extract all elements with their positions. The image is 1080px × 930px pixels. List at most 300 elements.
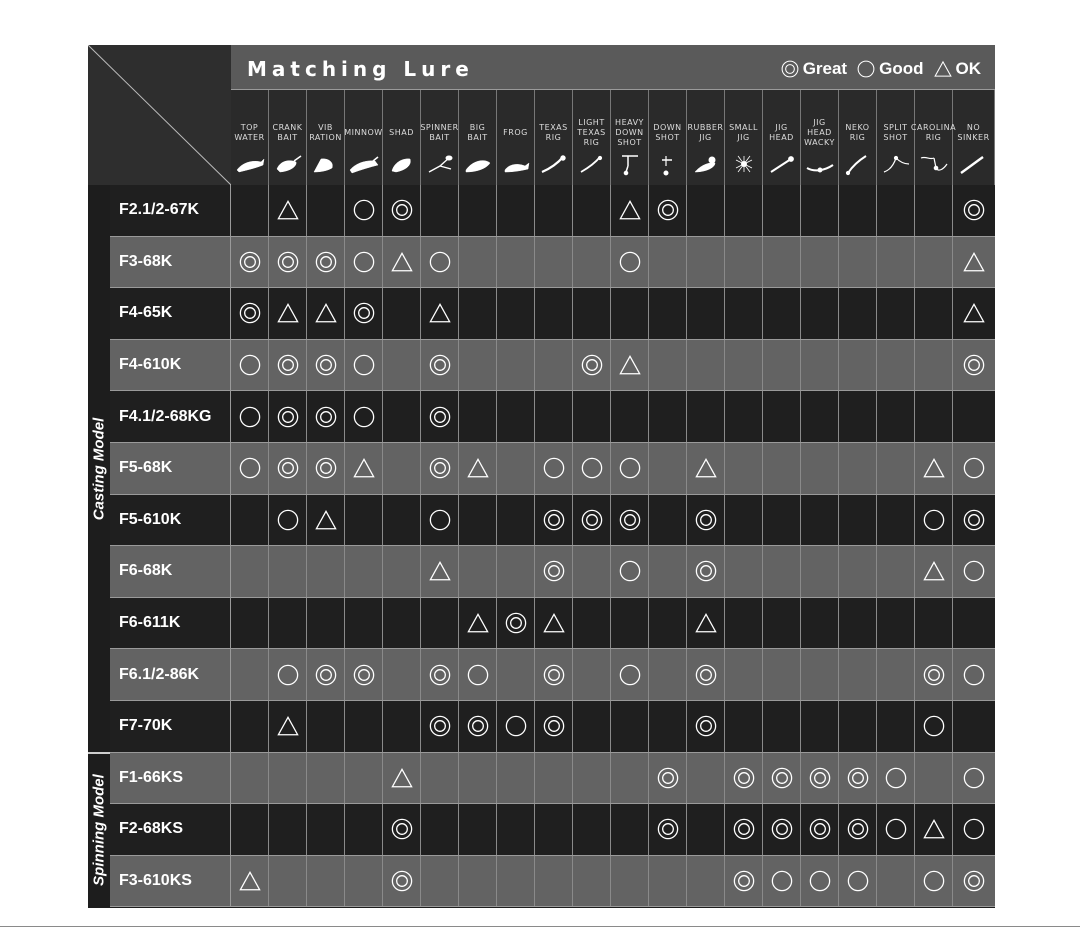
column-label-text: SMALL JIG: [729, 123, 758, 142]
legend-item-great: [781, 59, 847, 79]
rating-cell: [801, 546, 839, 597]
rating-cell: [421, 340, 459, 391]
rating-cell: [763, 701, 801, 752]
rating-cell: [649, 598, 687, 649]
great-rating-icon: [695, 664, 717, 686]
rating-cell: [307, 340, 345, 391]
rating-cell: [877, 391, 915, 442]
rating-cell: [687, 391, 725, 442]
rating-cell: [269, 856, 307, 907]
rating-cell: [535, 598, 573, 649]
table-row: [110, 546, 995, 598]
good-rating-icon: [923, 870, 945, 892]
rating-cell: [877, 649, 915, 700]
rating-cell: [725, 546, 763, 597]
column-header: [953, 90, 995, 185]
ok-rating-icon: [619, 199, 641, 221]
ok-rating-icon: [695, 612, 717, 634]
rating-cell: [383, 753, 421, 804]
rating-cell: [383, 391, 421, 442]
rating-cell: [459, 701, 497, 752]
rating-cell: [383, 185, 421, 236]
column-header: [725, 90, 763, 185]
rating-cell: [649, 288, 687, 339]
good-rating-icon: [619, 664, 641, 686]
rating-cell: [231, 288, 269, 339]
rating-cell: [725, 701, 763, 752]
column-label: [649, 112, 686, 154]
rating-cell: [839, 804, 877, 855]
great-rating-icon: [657, 818, 679, 840]
legend-item-good: [857, 59, 923, 79]
rating-cell: [269, 649, 307, 700]
rating-cell: [497, 495, 535, 546]
rating-cell: [269, 546, 307, 597]
rating-cell: [345, 391, 383, 442]
rod-model-name: F5-68K: [110, 443, 231, 494]
rating-cell: [269, 340, 307, 391]
good-rating-icon: [429, 251, 451, 273]
good-rating-icon: [619, 251, 641, 273]
great-rating-icon: [277, 354, 299, 376]
rating-cell: [877, 546, 915, 597]
good-rating-icon: [239, 406, 261, 428]
column-header: [687, 90, 725, 185]
rating-cell: [459, 237, 497, 288]
good-rating-icon: [963, 818, 985, 840]
rating-cell: [307, 804, 345, 855]
rod-model-name: F6-611K: [110, 598, 231, 649]
table-row: [110, 701, 995, 753]
rating-cell: [573, 185, 611, 236]
rating-cell: [573, 340, 611, 391]
rating-cell: [763, 598, 801, 649]
rating-cell: [953, 856, 995, 907]
rating-cell: [421, 185, 459, 236]
rating-cell: [611, 495, 649, 546]
model-group-label-text: Spinning Model: [90, 774, 108, 886]
column-label: [231, 112, 268, 154]
column-label-text: NO SINKER: [957, 123, 990, 142]
model-group-label: [88, 753, 110, 908]
column-label-text: HEAVY DOWN SHOT: [615, 118, 644, 147]
rating-cell: [915, 495, 953, 546]
column-label-text: NEKO RIG: [845, 123, 870, 142]
ok-rating-icon: [543, 612, 565, 634]
rating-cell: [307, 701, 345, 752]
good-rating-icon: [239, 457, 261, 479]
rating-cell: [839, 288, 877, 339]
page-divider: [0, 926, 1080, 927]
column-header: [459, 90, 497, 185]
rating-cell: [573, 701, 611, 752]
rating-cell: [725, 340, 763, 391]
rating-cell: [763, 753, 801, 804]
rating-cell: [611, 443, 649, 494]
ok-rating-icon: [429, 302, 451, 324]
crankbait-lure-icon: [272, 152, 304, 176]
table-row: [110, 804, 995, 856]
rating-cell: [307, 598, 345, 649]
legend: [781, 59, 981, 79]
rating-cell: [687, 649, 725, 700]
rating-cell: [535, 804, 573, 855]
rating-cell: [801, 856, 839, 907]
rating-cell: [839, 237, 877, 288]
rating-cell: [231, 237, 269, 288]
rating-cell: [231, 340, 269, 391]
column-label: [459, 112, 496, 154]
great-rating-icon: [695, 560, 717, 582]
column-label: [269, 112, 306, 154]
split-shot-icon: [880, 152, 912, 176]
column-label: [725, 112, 762, 154]
rating-cell: [497, 288, 535, 339]
rating-cell: [801, 598, 839, 649]
column-label-text: TOP WATER: [234, 123, 265, 142]
rating-cell: [877, 237, 915, 288]
good-rating-icon: [963, 457, 985, 479]
rating-cell: [497, 185, 535, 236]
great-rating-icon: [429, 715, 451, 737]
rating-cell: [307, 443, 345, 494]
rating-cell: [839, 391, 877, 442]
rating-cell: [801, 237, 839, 288]
table-row: [110, 391, 995, 443]
rating-cell: [649, 443, 687, 494]
great-rating-icon: [847, 818, 869, 840]
rating-cell: [269, 701, 307, 752]
rating-cell: [649, 753, 687, 804]
rating-cell: [763, 546, 801, 597]
good-rating-icon: [467, 664, 489, 686]
rating-cell: [611, 804, 649, 855]
column-label: [345, 112, 382, 154]
rating-cell: [231, 443, 269, 494]
ok-rating-icon: [277, 199, 299, 221]
rating-cell: [383, 804, 421, 855]
ok-rating-icon: [923, 457, 945, 479]
great-rating-icon: [543, 664, 565, 686]
great-rating-icon: [353, 302, 375, 324]
rating-cell: [383, 288, 421, 339]
rating-cell: [611, 340, 649, 391]
column-label: [535, 112, 572, 154]
jig-head-wacky-icon: [804, 152, 836, 176]
rod-model-name: F5-610K: [110, 495, 231, 546]
great-rating-icon: [315, 457, 337, 479]
frog-lure-icon: [500, 152, 532, 176]
rating-cell: [345, 546, 383, 597]
rating-cell: [307, 753, 345, 804]
ok-rating-icon: [315, 302, 337, 324]
rating-cell: [459, 288, 497, 339]
rating-cell: [421, 495, 459, 546]
good-rating-icon: [923, 509, 945, 531]
rating-cell: [345, 443, 383, 494]
rating-cell: [953, 237, 995, 288]
rating-cell: [953, 804, 995, 855]
ok-rating-icon: [353, 457, 375, 479]
rating-cell: [687, 185, 725, 236]
rod-model-name: F6.1/2-86K: [110, 649, 231, 700]
rating-cell: [839, 546, 877, 597]
rating-cell: [649, 804, 687, 855]
rating-cell: [953, 495, 995, 546]
rating-cell: [763, 804, 801, 855]
rating-cell: [231, 546, 269, 597]
topwater-lure-icon: [234, 152, 266, 176]
column-header: [611, 90, 649, 185]
rating-cell: [687, 288, 725, 339]
rating-cell: [231, 804, 269, 855]
rubber-jig-icon: [690, 152, 722, 176]
rating-cell: [725, 185, 763, 236]
rating-cell: [687, 598, 725, 649]
column-header: [801, 90, 839, 185]
rating-cell: [801, 340, 839, 391]
table-row: [110, 340, 995, 392]
column-header: [763, 90, 801, 185]
legend-label: Good: [879, 59, 924, 78]
column-label-text: CRANK BAIT: [272, 123, 303, 142]
rating-cell: [763, 237, 801, 288]
rating-cell: [269, 391, 307, 442]
rating-cell: [383, 495, 421, 546]
good-rating-icon: [963, 767, 985, 789]
column-label: [383, 112, 420, 154]
great-rating-icon: [847, 767, 869, 789]
rating-cell: [421, 546, 459, 597]
small-jig-icon: [728, 152, 760, 176]
rating-cell: [915, 701, 953, 752]
rating-cell: [725, 753, 763, 804]
column-header: [231, 90, 269, 185]
good-rating-icon: [885, 767, 907, 789]
jig-head-icon: [766, 152, 798, 176]
rating-cell: [421, 856, 459, 907]
rating-cell: [915, 288, 953, 339]
title-bar: [231, 45, 995, 90]
rating-cell: [687, 701, 725, 752]
rating-cell: [231, 753, 269, 804]
rating-cell: [573, 288, 611, 339]
rating-cell: [953, 391, 995, 442]
rating-cell: [763, 856, 801, 907]
great-rating-icon: [657, 767, 679, 789]
rating-cell: [839, 753, 877, 804]
rod-model-name: F4-610K: [110, 340, 231, 391]
good-rating-icon: [619, 560, 641, 582]
rating-cell: [269, 804, 307, 855]
rating-cell: [573, 649, 611, 700]
legend-label: OK: [955, 59, 981, 78]
column-label: [573, 112, 610, 154]
rating-cell: [649, 546, 687, 597]
rating-cell: [915, 546, 953, 597]
ok-rating-icon: [467, 612, 489, 634]
rating-cell: [953, 288, 995, 339]
table-row: [110, 443, 995, 495]
great-rating-icon: [353, 664, 375, 686]
rating-cell: [459, 546, 497, 597]
rating-cell: [345, 495, 383, 546]
good-rating-icon: [771, 870, 793, 892]
rating-cell: [839, 185, 877, 236]
rating-cell: [725, 443, 763, 494]
rating-cell: [231, 185, 269, 236]
rating-cell: [497, 753, 535, 804]
lure-column-headers: [231, 90, 995, 185]
great-rating-icon: [467, 715, 489, 737]
rating-cell: [421, 237, 459, 288]
great-rating-icon: [733, 870, 755, 892]
rating-cell: [535, 856, 573, 907]
great-rating-icon: [963, 199, 985, 221]
rating-cell: [915, 649, 953, 700]
rating-cell: [421, 701, 459, 752]
table-row: [110, 185, 995, 237]
rating-cell: [649, 495, 687, 546]
rating-cell: [345, 856, 383, 907]
rod-model-name: F1-66KS: [110, 753, 231, 804]
great-rating-icon: [239, 302, 261, 324]
rating-cell: [687, 443, 725, 494]
rating-cell: [725, 856, 763, 907]
rating-cell: [763, 495, 801, 546]
rating-cell: [535, 649, 573, 700]
rating-cell: [877, 701, 915, 752]
great-rating-icon: [277, 406, 299, 428]
column-label-text: JIG HEAD WACKY: [804, 118, 835, 147]
rating-cell: [345, 288, 383, 339]
good-rating-icon: [429, 509, 451, 531]
rating-cell: [383, 546, 421, 597]
table-row: [110, 753, 995, 805]
rating-cell: [649, 856, 687, 907]
rating-cell: [269, 443, 307, 494]
table-row: [110, 495, 995, 547]
rod-model-name: F2.1/2-67K: [110, 185, 231, 236]
shad-lure-icon: [386, 152, 418, 176]
great-rating-icon: [543, 509, 565, 531]
rating-cell: [725, 804, 763, 855]
rating-cell: [383, 598, 421, 649]
rating-cell: [725, 649, 763, 700]
rating-cell: [839, 598, 877, 649]
rating-cell: [877, 288, 915, 339]
rating-cell: [497, 391, 535, 442]
column-label-text: MINNOW: [344, 128, 383, 137]
neko-rig-icon: [842, 152, 874, 176]
column-header: [383, 90, 421, 185]
rating-cell: [383, 649, 421, 700]
rating-cell: [345, 804, 383, 855]
rating-cell: [307, 391, 345, 442]
column-label-text: CAROLINA RIG: [910, 123, 957, 142]
great-rating-icon: [429, 354, 451, 376]
good-rating-icon: [353, 251, 375, 273]
rating-cell: [269, 495, 307, 546]
column-header: [307, 90, 345, 185]
rating-cell: [649, 237, 687, 288]
column-header: [573, 90, 611, 185]
rating-cell: [839, 340, 877, 391]
rating-cell: [839, 701, 877, 752]
table-row: [110, 288, 995, 340]
rating-cell: [459, 804, 497, 855]
great-rating-icon: [505, 612, 527, 634]
rating-cell: [535, 340, 573, 391]
ok-rating-icon: [429, 560, 451, 582]
rating-cell: [497, 701, 535, 752]
column-header: [535, 90, 573, 185]
ok-rating-icon: [277, 715, 299, 737]
legend-item-ok: [934, 59, 982, 79]
great-rating-icon: [963, 509, 985, 531]
no-sinker-icon: [956, 152, 988, 176]
rating-cell: [535, 701, 573, 752]
minnow-lure-icon: [348, 152, 380, 176]
good-rating-icon: [885, 818, 907, 840]
rating-cell: [915, 237, 953, 288]
great-rating-icon: [429, 406, 451, 428]
rating-cell: [611, 701, 649, 752]
ok-rating-icon: [963, 302, 985, 324]
rating-cell: [915, 598, 953, 649]
rating-cell: [231, 701, 269, 752]
good-rating-icon: [963, 664, 985, 686]
rating-cell: [421, 649, 459, 700]
rating-cell: [231, 856, 269, 907]
bigbait-lure-icon: [462, 152, 494, 176]
rating-cell: [839, 649, 877, 700]
rating-cell: [231, 495, 269, 546]
rating-cell: [497, 804, 535, 855]
carolina-rig-icon: [918, 152, 950, 176]
rating-cell: [877, 804, 915, 855]
rating-cell: [269, 598, 307, 649]
rating-cell: [953, 546, 995, 597]
rating-cell: [687, 237, 725, 288]
great-rating-icon: [771, 767, 793, 789]
rating-cell: [915, 340, 953, 391]
rating-cell: [763, 288, 801, 339]
rating-cell: [269, 237, 307, 288]
great-rating-icon: [963, 354, 985, 376]
rating-cell: [307, 649, 345, 700]
great-rating-icon: [277, 457, 299, 479]
rating-cell: [497, 340, 535, 391]
column-label: [877, 112, 914, 154]
good-rating-icon: [847, 870, 869, 892]
rating-cell: [953, 340, 995, 391]
good-rating-icon: [353, 354, 375, 376]
column-label-text: BIG BAIT: [467, 123, 488, 142]
rating-cell: [801, 443, 839, 494]
ok-rating-icon: [923, 560, 945, 582]
table-row: [110, 237, 995, 289]
rating-cell: [611, 185, 649, 236]
ok-rating-icon: [963, 251, 985, 273]
rating-cell: [383, 856, 421, 907]
rating-cell: [231, 649, 269, 700]
rating-cell: [573, 753, 611, 804]
table-row: [110, 598, 995, 650]
rating-cell: [497, 856, 535, 907]
rating-rows: [110, 185, 995, 908]
column-header: [877, 90, 915, 185]
